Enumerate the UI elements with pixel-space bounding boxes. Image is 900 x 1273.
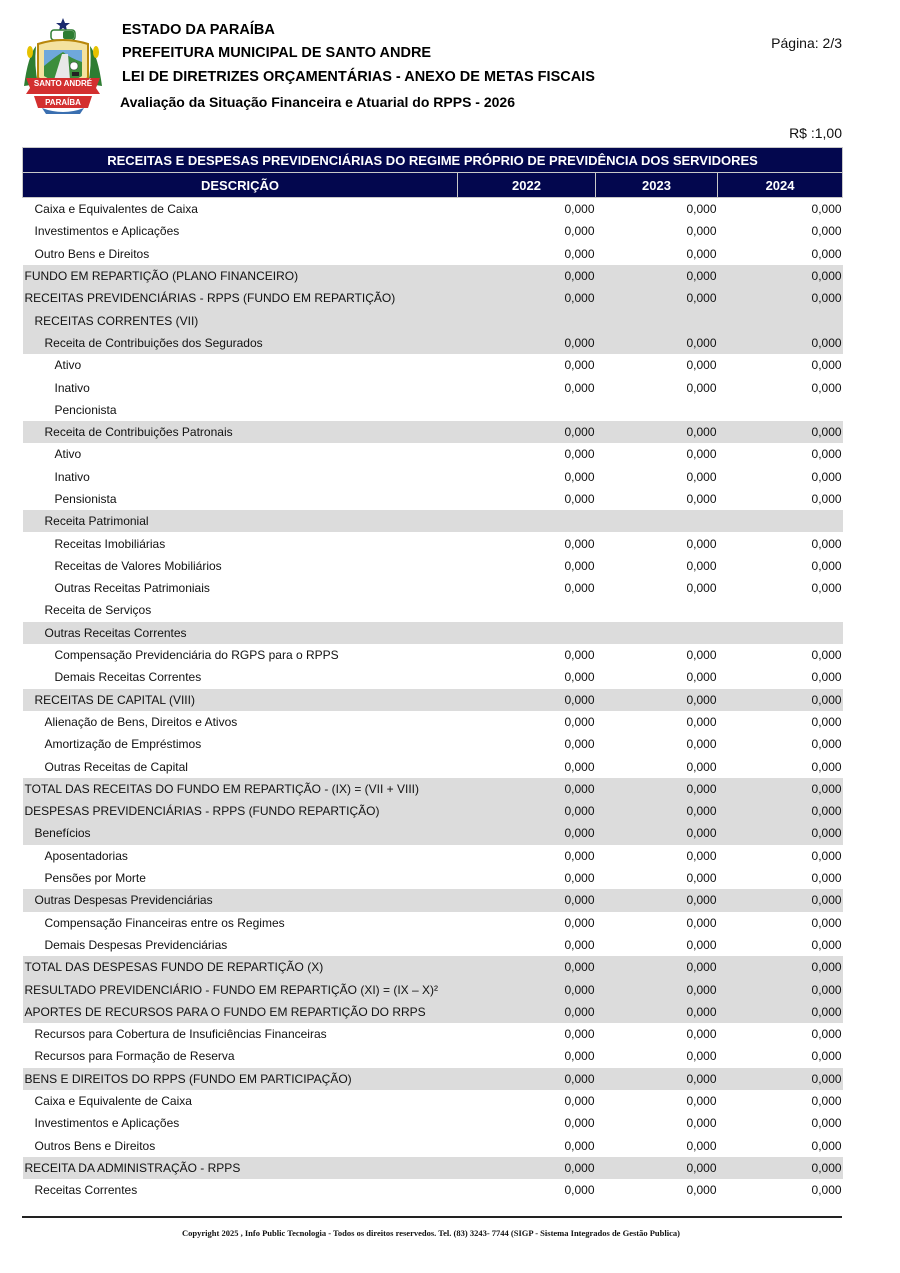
table-row	[23, 488, 843, 510]
row-description: RECEITAS PREVIDENCIÁRIAS - RPPS (FUNDO EM REPARTIÇÃO)	[23, 287, 458, 309]
value-2022: 0,000	[564, 737, 595, 752]
value-2024: 0,000	[811, 447, 842, 462]
value-2023: 0,000	[686, 380, 717, 395]
table-row	[23, 443, 843, 465]
table-row	[23, 1134, 843, 1156]
value-2024	[718, 599, 843, 621]
value-2022: 0,000	[564, 670, 595, 685]
value-2022: 0,000	[458, 1068, 596, 1090]
table-row	[23, 532, 843, 554]
value-2022: 0,000	[458, 421, 596, 443]
table-row	[23, 956, 843, 978]
row-description: RESULTADO PREVIDENCIÁRIO - FUNDO EM REPARTIÇÃO (XI) = (IX – X)²	[23, 978, 458, 1000]
row-description: Recursos para Formação de Reserva	[34, 1049, 235, 1064]
table-row	[23, 309, 843, 331]
row-description: Recursos para Cobertura de Insuficiências Financeiras	[34, 1027, 327, 1042]
value-2024: 0,000	[811, 224, 842, 239]
value-2024: 0,000	[811, 670, 842, 685]
value-2023: 0,000	[686, 1116, 717, 1131]
row-description: Receita de Contribuições Patronais	[23, 421, 458, 443]
value-2023: 0,000	[596, 332, 718, 354]
value-2023: 0,000	[596, 978, 718, 1000]
table-row	[23, 622, 843, 644]
value-2022: 0,000	[564, 1183, 595, 1198]
value-2023: 0,000	[596, 800, 718, 822]
value-2024	[718, 309, 843, 331]
value-2023: 0,000	[686, 1049, 717, 1064]
row-description: Demais Despesas Previdenciárias	[44, 937, 228, 952]
value-2023: 0,000	[596, 287, 718, 309]
value-2023: 0,000	[686, 581, 717, 596]
value-2022	[458, 622, 596, 644]
row-description: RECEITAS DE CAPITAL (VIII)	[23, 689, 458, 711]
value-2023	[596, 510, 718, 532]
row-description: Receitas Correntes	[34, 1183, 138, 1198]
report-law-title: LEI DE DIRETRIZES ORÇAMENTÁRIAS - ANEXO DE METAS FISCAIS	[122, 69, 595, 85]
row-description: Compensação Previdenciária do RGPS para o RPPS	[54, 648, 339, 663]
row-description: Aposentadorias	[44, 848, 128, 863]
row-description: Outras Receitas de Capital	[44, 759, 188, 774]
value-2022	[458, 599, 596, 621]
value-2023: 0,000	[686, 871, 717, 886]
report-subtitle: Avaliação da Situação Financeira e Atuarial do RPPS - 2026	[120, 94, 516, 110]
value-2024: 0,000	[811, 492, 842, 506]
value-2023: 0,000	[686, 1027, 717, 1042]
table-row	[23, 243, 843, 265]
value-2023: 0,000	[596, 421, 718, 443]
row-description: Receita Patrimonial	[23, 510, 458, 532]
logo-banner-bottom: PARAÍBA	[45, 98, 81, 107]
value-2024: 0,000	[718, 287, 843, 309]
value-2022: 0,000	[564, 759, 595, 774]
table-row	[23, 1001, 843, 1023]
table-title-row	[23, 148, 843, 173]
value-2023: 0,000	[686, 737, 717, 752]
row-description: Caixa e Equivalentes de Caixa	[34, 202, 198, 217]
value-2023: 0,000	[686, 915, 717, 930]
value-2024: 0,000	[718, 822, 843, 844]
value-2022: 0,000	[458, 265, 596, 287]
value-2024	[718, 399, 843, 421]
page-number: Página: 2/3	[771, 35, 842, 51]
value-2023: 0,000	[686, 358, 717, 373]
value-2023	[596, 622, 718, 644]
table-row	[23, 778, 843, 800]
row-description: BENS E DIREITOS DO RPPS (FUNDO EM PARTICIPAÇÃO)	[23, 1068, 458, 1090]
value-2022: 0,000	[564, 447, 595, 462]
value-2023	[596, 309, 718, 331]
value-2023: 0,000	[686, 246, 717, 261]
value-2024: 0,000	[811, 358, 842, 373]
value-2024: 0,000	[718, 889, 843, 911]
row-description: Outras Despesas Previdenciárias	[23, 889, 458, 911]
value-2024: 0,000	[811, 469, 842, 484]
row-description: FUNDO EM REPARTIÇÃO (PLANO FINANCEIRO)	[23, 265, 458, 287]
value-2024: 0,000	[811, 581, 842, 596]
value-2022: 0,000	[458, 778, 596, 800]
value-2022: 0,000	[564, 380, 595, 395]
value-2022: 0,000	[564, 581, 595, 596]
value-2024: 0,000	[718, 978, 843, 1000]
row-description: Pensões por Morte	[44, 871, 146, 886]
row-description: Alienação de Bens, Direitos e Ativos	[44, 714, 238, 729]
row-description: Demais Receitas Correntes	[54, 670, 202, 685]
table-body	[23, 198, 843, 1202]
table-row	[23, 421, 843, 443]
value-2022	[458, 510, 596, 532]
row-description: Ativo	[54, 447, 82, 462]
value-2024: 0,000	[811, 1049, 842, 1064]
value-2022: 0,000	[458, 689, 596, 711]
value-2022: 0,000	[564, 1094, 595, 1109]
table-row	[23, 1179, 843, 1201]
value-2022: 0,000	[564, 871, 595, 886]
copyright-notice: Copyright 2025 , Info Public Tecnologia - Todos os direitos reservedos. Tel. (83) 3243- 7744 (SIGP - Sistema Integrados de Gestão Publica)	[182, 1228, 680, 1238]
value-2023: 0,000	[686, 759, 717, 774]
value-2024: 0,000	[811, 1116, 842, 1131]
value-2023: 0,000	[686, 447, 717, 462]
row-description: Outras Receitas Correntes	[23, 622, 458, 644]
value-2022: 0,000	[564, 536, 595, 551]
state-name: ESTADO DA PARAÍBA	[122, 22, 275, 38]
row-description: Caixa e Equivalente de Caixa	[34, 1094, 192, 1109]
value-2022: 0,000	[458, 800, 596, 822]
row-description: Outros Bens e Direitos	[34, 1138, 156, 1153]
table-row	[23, 287, 843, 309]
row-description: Outro Bens e Direitos	[34, 246, 150, 261]
value-2024: 0,000	[718, 421, 843, 443]
value-2024: 0,000	[811, 648, 842, 663]
value-2023: 0,000	[596, 778, 718, 800]
value-2023: 0,000	[596, 889, 718, 911]
value-2023: 0,000	[686, 648, 717, 663]
value-2024: 0,000	[811, 737, 842, 752]
row-description: Outras Receitas Patrimoniais	[54, 581, 210, 596]
table-row	[23, 376, 843, 398]
table-row	[23, 1045, 843, 1067]
value-2024: 0,000	[718, 1001, 843, 1023]
value-2024: 0,000	[811, 246, 842, 261]
value-2022: 0,000	[458, 889, 596, 911]
value-2023: 0,000	[686, 1183, 717, 1198]
row-description: APORTES DE RECURSOS PARA O FUNDO EM REPARTIÇÃO DO RRPS	[23, 1001, 458, 1023]
table-row	[23, 867, 843, 889]
value-2023: 0,000	[596, 689, 718, 711]
table-row	[23, 555, 843, 577]
value-2022: 0,000	[564, 202, 595, 217]
value-2024: 0,000	[718, 265, 843, 287]
table-row	[23, 198, 843, 221]
value-2023: 0,000	[596, 1068, 718, 1090]
value-2023: 0,000	[686, 492, 717, 506]
value-2023: 0,000	[596, 822, 718, 844]
value-2024: 0,000	[811, 759, 842, 774]
column-header-2023: 2023	[596, 173, 718, 198]
value-2022: 0,000	[458, 956, 596, 978]
column-header-description: DESCRIÇÃO	[23, 173, 458, 198]
value-2022: 0,000	[458, 1157, 596, 1179]
row-description: DESPESAS PREVIDENCIÁRIAS - RPPS (FUNDO REPARTIÇÃO)	[23, 800, 458, 822]
value-2024: 0,000	[811, 1027, 842, 1042]
value-2023: 0,000	[686, 536, 717, 551]
logo-banner-top: SANTO ANDRÉ	[33, 79, 93, 88]
value-2024: 0,000	[811, 1138, 842, 1153]
table-row	[23, 845, 843, 867]
table-row	[23, 1157, 843, 1179]
value-2023: 0,000	[596, 1001, 718, 1023]
value-2024: 0,000	[811, 937, 842, 952]
value-2022	[458, 309, 596, 331]
table-row	[23, 666, 843, 688]
row-description: Inativo	[54, 380, 90, 395]
value-2023: 0,000	[596, 265, 718, 287]
value-2023: 0,000	[686, 558, 717, 573]
municipal-coat-of-arms-logo	[16, 16, 110, 116]
value-2024	[718, 510, 843, 532]
table-row	[23, 934, 843, 956]
value-2022: 0,000	[564, 848, 595, 863]
coat-of-arms-icon	[16, 16, 110, 116]
municipality-name: PREFEITURA MUNICIPAL DE SANTO ANDRE	[122, 45, 432, 61]
value-2022: 0,000	[564, 558, 595, 573]
table-row	[23, 1090, 843, 1112]
value-2022: 0,000	[564, 1116, 595, 1131]
value-2022: 0,000	[564, 648, 595, 663]
row-description: TOTAL DAS DESPESAS FUNDO DE REPARTIÇÃO (X)	[23, 956, 458, 978]
value-2023	[596, 599, 718, 621]
value-2022: 0,000	[458, 822, 596, 844]
value-2023: 0,000	[596, 956, 718, 978]
footer-divider	[22, 1216, 842, 1218]
table-row	[23, 711, 843, 733]
value-2022: 0,000	[458, 1001, 596, 1023]
value-2023: 0,000	[686, 469, 717, 484]
row-description: Amortização de Empréstimos	[44, 737, 202, 752]
table-row	[23, 755, 843, 777]
table-row	[23, 822, 843, 844]
row-description: Inativo	[54, 469, 90, 484]
table-row	[23, 332, 843, 354]
row-description: Ativo	[54, 358, 82, 373]
value-2022: 0,000	[564, 915, 595, 930]
value-2022: 0,000	[564, 1138, 595, 1153]
value-2022: 0,000	[564, 469, 595, 484]
value-2023: 0,000	[686, 848, 717, 863]
table-row	[23, 912, 843, 934]
table-row	[23, 889, 843, 911]
row-description: RECEITA DA ADMINISTRAÇÃO - RPPS	[23, 1157, 458, 1179]
value-2022: 0,000	[564, 1027, 595, 1042]
table-row	[23, 644, 843, 666]
value-2022: 0,000	[564, 224, 595, 239]
currency-unit: R$ :1,00	[789, 125, 842, 141]
value-2024: 0,000	[811, 202, 842, 217]
value-2023: 0,000	[686, 670, 717, 685]
value-2022: 0,000	[564, 1049, 595, 1064]
table-row	[23, 466, 843, 488]
row-description: Benefícios	[23, 822, 458, 844]
value-2024: 0,000	[718, 778, 843, 800]
row-description: TOTAL DAS RECEITAS DO FUNDO EM REPARTIÇÃO - (IX) = (VII + VIII)	[23, 778, 458, 800]
value-2024: 0,000	[811, 848, 842, 863]
table-row	[23, 265, 843, 287]
value-2022	[458, 399, 596, 421]
table-row	[23, 399, 843, 421]
value-2024	[718, 622, 843, 644]
table-row	[23, 978, 843, 1000]
row-description: Receitas de Valores Mobiliários	[54, 558, 222, 573]
table-row	[23, 577, 843, 599]
value-2024: 0,000	[811, 536, 842, 551]
value-2024: 0,000	[811, 915, 842, 930]
value-2023: 0,000	[686, 937, 717, 952]
table-row	[23, 800, 843, 822]
table-row	[23, 1112, 843, 1134]
row-description: Receita de Serviços	[44, 603, 152, 618]
value-2023: 0,000	[686, 202, 717, 217]
rpps-revenue-expense-table	[22, 147, 843, 1201]
value-2023: 0,000	[686, 714, 717, 729]
column-header-2024: 2024	[718, 173, 843, 198]
row-description: RECEITAS CORRENTES (VII)	[23, 309, 458, 331]
value-2023: 0,000	[596, 1157, 718, 1179]
value-2022: 0,000	[458, 978, 596, 1000]
row-description: Receita de Contribuições dos Segurados	[23, 332, 458, 354]
value-2024: 0,000	[811, 714, 842, 729]
table-row	[23, 1068, 843, 1090]
table-row	[23, 1023, 843, 1045]
value-2023: 0,000	[686, 224, 717, 239]
row-description: Investimentos e Aplicações	[34, 1116, 180, 1131]
table-row	[23, 354, 843, 376]
row-description: Receitas Imobiliárias	[54, 536, 166, 551]
value-2022: 0,000	[564, 714, 595, 729]
table-header-row	[23, 173, 843, 198]
table-row	[23, 510, 843, 532]
row-description: Investimentos e Aplicações	[34, 224, 180, 239]
value-2023: 0,000	[686, 1138, 717, 1153]
value-2022: 0,000	[564, 492, 595, 506]
value-2022: 0,000	[564, 937, 595, 952]
table-title: RECEITAS E DESPESAS PREVIDENCIÁRIAS DO REGIME PRÓPRIO DE PREVIDÊNCIA DOS SERVIDORES	[23, 148, 843, 173]
value-2024: 0,000	[718, 956, 843, 978]
value-2023: 0,000	[686, 1094, 717, 1109]
value-2024: 0,000	[718, 1068, 843, 1090]
value-2024: 0,000	[811, 1094, 842, 1109]
table-row	[23, 220, 843, 242]
value-2024: 0,000	[718, 1157, 843, 1179]
value-2024: 0,000	[718, 689, 843, 711]
row-description: Pensionista	[54, 492, 117, 506]
table-row	[23, 689, 843, 711]
table-row	[23, 599, 843, 621]
value-2024: 0,000	[718, 800, 843, 822]
value-2024: 0,000	[811, 871, 842, 886]
value-2023	[596, 399, 718, 421]
table-row	[23, 733, 843, 755]
row-description: Pencionista	[54, 402, 117, 417]
value-2024: 0,000	[811, 1183, 842, 1198]
value-2022: 0,000	[458, 332, 596, 354]
value-2024: 0,000	[811, 558, 842, 573]
value-2024: 0,000	[718, 332, 843, 354]
value-2022: 0,000	[458, 287, 596, 309]
value-2024: 0,000	[811, 380, 842, 395]
value-2022: 0,000	[564, 358, 595, 373]
value-2022: 0,000	[564, 246, 595, 261]
row-description: Compensação Financeiras entre os Regimes	[44, 915, 285, 930]
column-header-2022: 2022	[458, 173, 596, 198]
